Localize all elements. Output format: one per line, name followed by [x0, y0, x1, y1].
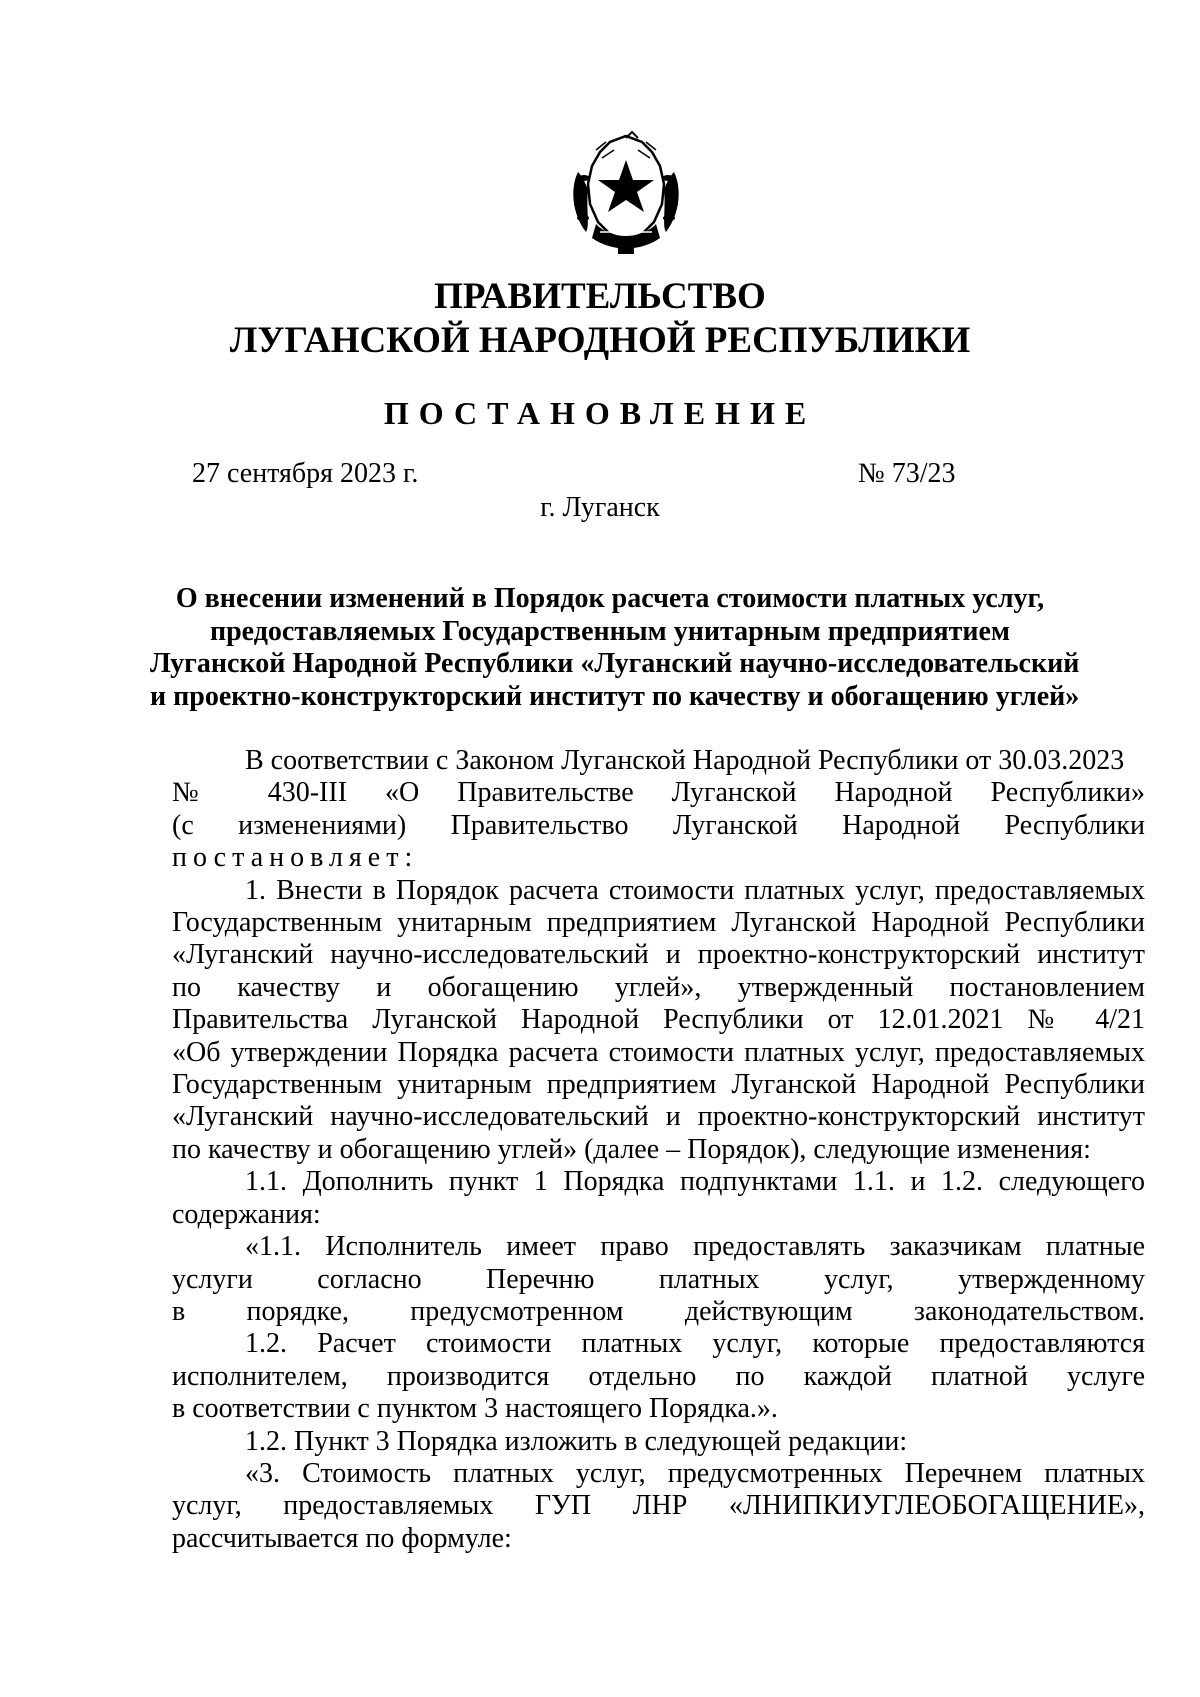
- body-line: 1. Внести в Порядок расчета стоимости платных услуг, предоставляемых: [245, 874, 1145, 906]
- body-line: 1.2. Пункт 3 Порядка изложить в следующей редакции:: [245, 1425, 908, 1457]
- body-line: (с изменениями) Правительство Луганской Народной Республики: [172, 809, 1145, 841]
- body-line: 1.1. Дополнить пункт 1 Порядка подпунктами 1.1. и 1.2. следующего: [245, 1166, 1145, 1198]
- body-line: содержания:: [172, 1198, 321, 1230]
- document-date: 27 сентября 2023 г.: [192, 458, 419, 489]
- title-line: О внесении изменений в Порядок расчета стоимости платных услуг,: [175, 583, 1045, 614]
- body-line: в соответствии с пунктом 3 настоящего Порядка.».: [172, 1393, 778, 1425]
- body-line: в порядке, предусмотренном действующим законодательством.: [172, 1295, 1145, 1327]
- body-line: постановляет:: [172, 842, 419, 874]
- body-line: «Луганский научно-исследовательский и проектно-конструкторский институт: [172, 1101, 1145, 1133]
- document-body: [172, 745, 1145, 1555]
- body-line: «1.1. Исполнитель имеет право предоставлять заказчикам платные: [245, 1231, 1145, 1263]
- body-line: В соответствии с Законом Луганской Народной Республики от 30.03.2023: [245, 745, 1125, 776]
- document-type-heading: ПОСТАНОВЛЕНИЕ: [383, 395, 817, 431]
- body-line: 1.2. Расчет стоимости платных услуг, которые предоставляются: [245, 1328, 1145, 1360]
- body-line: услуги согласно Перечню платных услуг, утвержденному: [172, 1263, 1145, 1295]
- body-line: Государственным унитарным предприятием Луганской Народной Республики: [172, 907, 1145, 939]
- document-city: г. Луганск: [540, 492, 660, 523]
- document-number: № 73/23: [858, 458, 956, 489]
- organization-name-line-2: ЛУГАНСКОЙ НАРОДНОЙ РЕСПУБЛИКИ: [229, 320, 971, 361]
- body-line: услуг, предоставляемых ГУП ЛНР «ЛНИПКИУГЛЕОБОГАЩЕНИЕ»,: [172, 1490, 1145, 1522]
- document-title: [150, 583, 1080, 713]
- body-line: по качеству и обогащению углей», утвержденный постановлением: [172, 971, 1145, 1003]
- body-line: исполнителем, производится отдельно по каждой платной услуге: [172, 1360, 1145, 1392]
- coat-of-arms-emblem: [556, 128, 696, 263]
- body-line: «3. Стоимость платных услуг, предусмотренных Перечнем платных: [245, 1457, 1145, 1489]
- organization-name-line-1: ПРАВИТЕЛЬСТВО: [434, 276, 766, 317]
- body-line: по качеству и обогащению углей» (далее – Порядок), следующие изменения:: [172, 1133, 1091, 1165]
- title-line: и проектно-конструкторский институт по качеству и обогащению углей»: [150, 680, 1080, 712]
- body-line: Правительства Луганской Народной Республики от 12.01.2021 № 4/21: [172, 1004, 1145, 1036]
- body-line: «Об утверждении Порядка расчета стоимости платных услуг, предоставляемых: [172, 1036, 1145, 1068]
- body-line: рассчитывается по формуле:: [172, 1522, 512, 1554]
- body-line: «Луганский научно-исследовательский и проектно-конструкторский институт: [172, 939, 1145, 971]
- body-line: Государственным унитарным предприятием Луганской Народной Республики: [172, 1069, 1145, 1101]
- title-line: Луганской Народной Республики «Луганский научно-исследовательский: [150, 648, 1080, 679]
- title-line: предоставляемых Государственным унитарным предприятием: [209, 615, 1011, 647]
- body-line: № 430-III «О Правительстве Луганской Народной Республики»: [172, 777, 1145, 809]
